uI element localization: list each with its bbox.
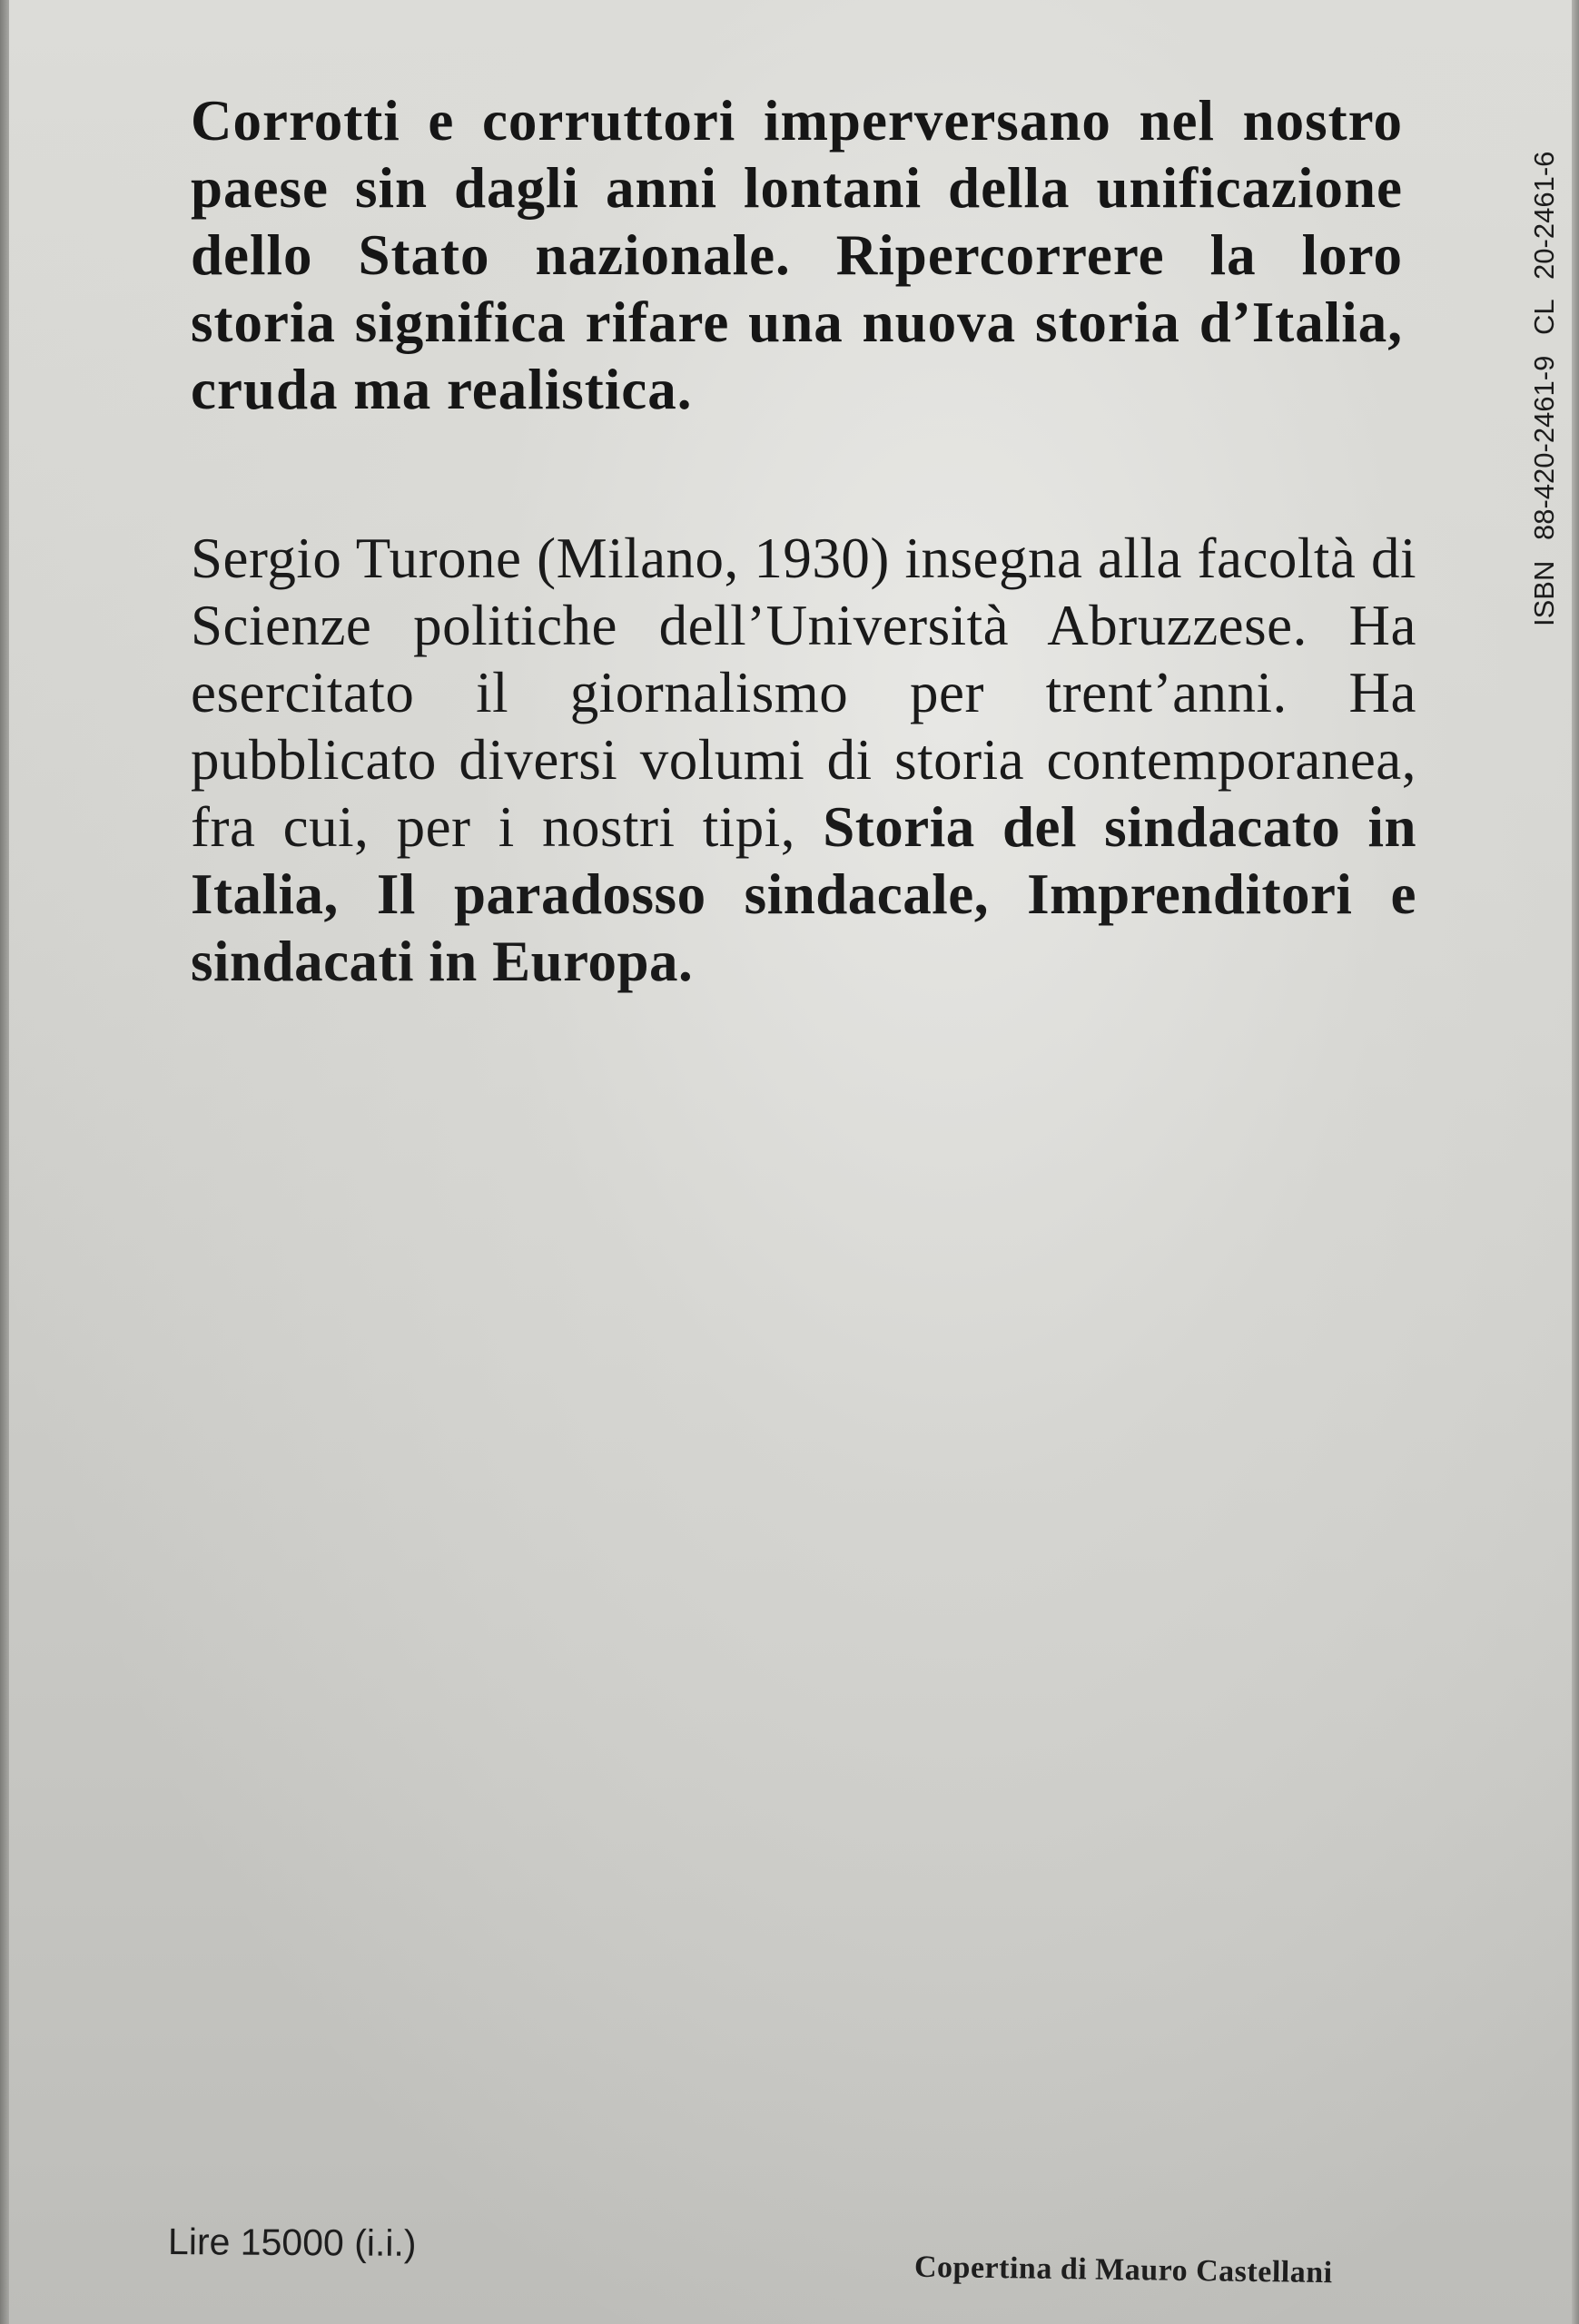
author-bio-text: Sergio Turone (Milano, 1930) insegna alla facoltà di Scienze politiche dell’Università Abruzzese. Ha esercitato il giornalismo per trent’anni. Ha pubblicato diversi volumi di storia contemporanea, fra cui, per i nostri tipi, bbox=[191, 527, 1416, 859]
author-book-titles: Storia del sindacato in Italia, Il paradosso sindacale, Imprenditori e sindacati in Europa. bbox=[191, 795, 1416, 993]
blurb-paragraph: Corrotti e corruttori imperversano nel nostro paese sin dagli anni lontani della unificazione dello Stato nazionale. Ripercorrere la loro storia significa rifare una nuova storia d’Italia, cruda ma realistica. bbox=[191, 89, 1403, 421]
cover-credit: Copertina di Mauro Castellani bbox=[913, 2250, 1333, 2290]
right-page-edge bbox=[1572, 0, 1579, 2324]
isbn-text: ISBN 88-420-2461-9 CL 20-2461-6 bbox=[1528, 151, 1560, 626]
author-bio-paragraph bbox=[191, 525, 1416, 995]
isbn-code bbox=[1528, 82, 1564, 626]
left-page-edge bbox=[0, 0, 9, 2324]
price-label: Lire 15000 (i.i.) bbox=[167, 2221, 417, 2264]
